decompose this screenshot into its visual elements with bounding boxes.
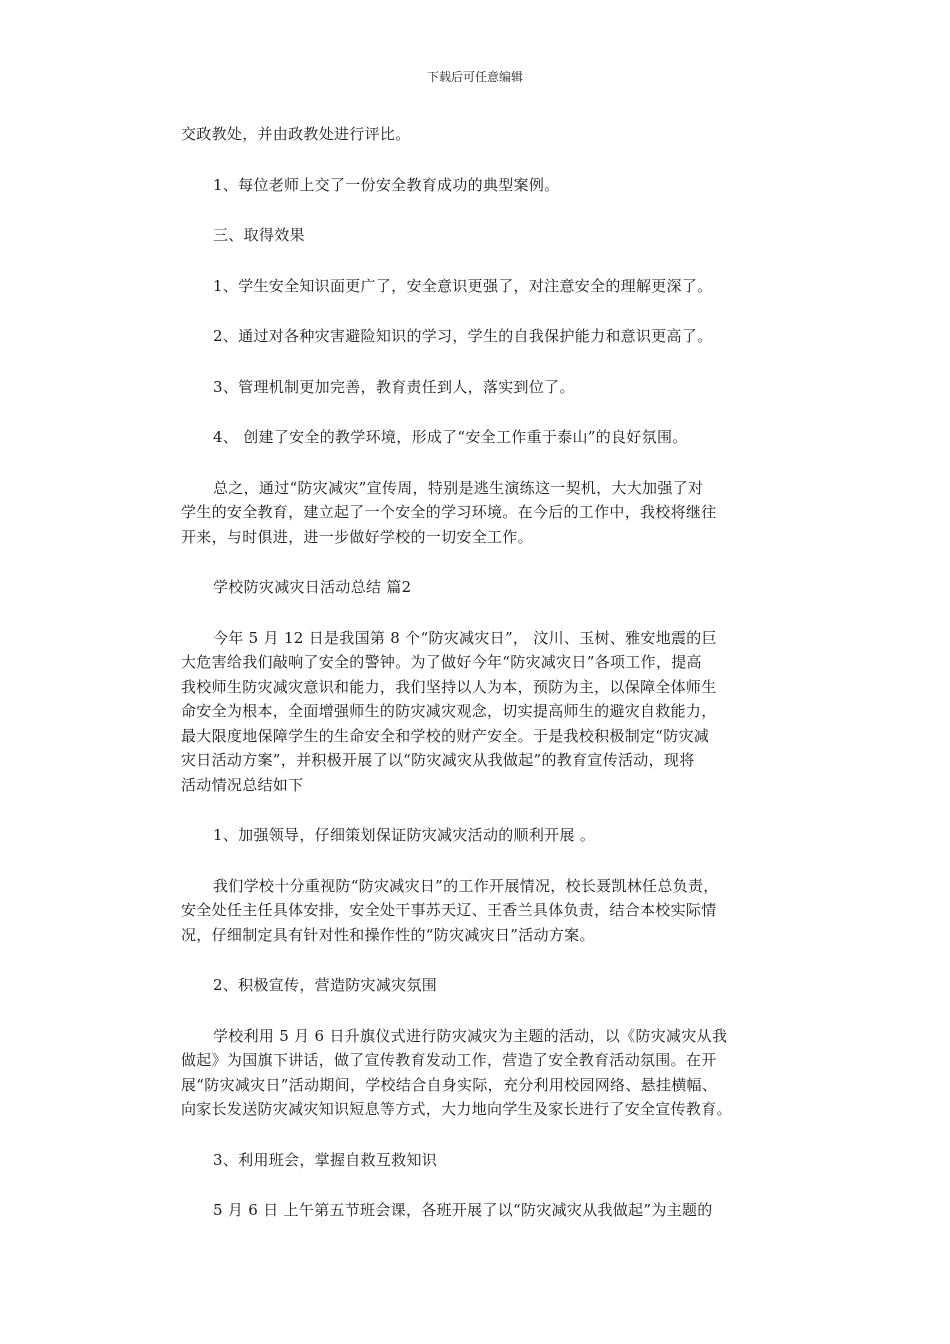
paragraph-2 <box>181 173 771 198</box>
text-line: 向家长发送防灾减灾知识短息等方式，大力地向学生及家长进行了安全宣传教育。 <box>181 1100 732 1118</box>
text-line: 最大限度地保障学生的生命安全和学校的财产安全。于是我校积极制定“防灾减 <box>181 726 710 745</box>
paragraph-1 <box>181 122 771 147</box>
paragraph-class-meeting <box>181 1198 771 1223</box>
text-line: 展“防灾减灾日”活动期间，学校结合自身实际，充分利用校园网络、悬挂横幅、 <box>181 1075 718 1094</box>
text-line: 学生的安全教育，建立起了一个安全的学习环境。在今后的工作中，我校将继往 <box>181 503 717 521</box>
text-line: 我校师生防灾减灾意识和能力，我们坚持以人为本，预防为主，以保障全体师生 <box>181 677 717 696</box>
document-body <box>181 122 771 1223</box>
paragraph-summary <box>181 476 771 550</box>
article-title-2 <box>181 575 771 600</box>
text-line: 4、 创建了安全的教学环境，形成了“安全工作重于泰山”的良好氛围。 <box>213 428 688 446</box>
text-line: 命安全为根本，全面增强师生的防灾减灾观念，切实提高师生的避灾自救能力， <box>181 702 717 720</box>
paragraph-result-1 <box>181 274 771 299</box>
text-line: 灾日活动方案”，并积极开展了以“防灾减灾从我做起”的教育宣传活动，现将 <box>181 751 695 769</box>
subheading-class-meeting <box>181 1148 771 1173</box>
text-line: 学校防灾减灾日活动总结 篇2 <box>213 578 412 596</box>
subheading-publicity <box>181 973 771 998</box>
text-line: 学校利用 5 月 6 日升旗仪式进行防灾减灾为主题的活动，以《防灾减灾从我 <box>213 1026 728 1045</box>
subheading-leadership <box>181 823 771 848</box>
paragraph-leadership <box>181 874 771 948</box>
text-line: 开来，与时俱进，进一步做好学校的一切安全工作。 <box>181 527 533 546</box>
text-line: 今年 5 月 12 日是我国第 8 个“防灾减灾日”， 汶川、玉树、雅安地震的巨 <box>213 628 717 647</box>
text-line: 大危害给我们敲响了安全的警钟。为了做好今年“防灾减灾日”各项工作，提高 <box>181 653 702 671</box>
text-line: 3、管理机制更加完善，教育责任到人，落实到位了。 <box>213 377 575 396</box>
paragraph-intro <box>181 626 771 798</box>
paragraph-result-3 <box>181 375 771 400</box>
text-line: 交政教处，并由政教处进行评比。 <box>181 125 411 143</box>
text-line: 况，仔细制定具有针对性和操作性的“防灾减灾日”活动方案。 <box>181 925 595 944</box>
section-heading-results <box>181 223 771 248</box>
text-line: 1、每位老师上交了一份安全教育成功的典型案例。 <box>213 175 560 194</box>
text-line: 总之，通过“防灾减灾”宣传周，特别是逃生演练这一契机，大大加强了对 <box>213 478 704 497</box>
text-line: 三、取得效果 <box>213 226 305 244</box>
text-line: 2、积极宣传，营造防灾减灾氛围 <box>213 976 438 994</box>
text-line: 3、利用班会，掌握自救互救知识 <box>213 1150 438 1169</box>
text-line: 活动情况总结如下 <box>181 775 304 794</box>
text-line: 1、学生安全知识面更广了，安全意识更强了，对注意安全的理解更深了。 <box>213 276 713 295</box>
text-line: 我们学校十分重视防“防灾减灾日”的工作开展情况，校长聂凯林任总负责， <box>213 876 719 895</box>
text-line: 做起》为国旗下讲话，做了宣传教育发动工作，营造了安全教育活动氛围。在开 <box>181 1051 717 1069</box>
text-line: 安全处任主任具体安排，安全处干事苏天辽、王香兰具体负责，结合本校实际情 <box>181 901 717 919</box>
paragraph-result-4 <box>181 425 771 450</box>
text-line: 1、加强领导，仔细策划保证防灾减灾活动的顺利开展 。 <box>213 826 596 844</box>
page-header: 下载后可任意编辑 <box>426 70 523 84</box>
paragraph-result-2 <box>181 324 771 349</box>
text-line: 5 月 6 日 上午第五节班会课，各班开展了以“防灾减灾从我做起”为主题的 <box>213 1201 713 1219</box>
paragraph-publicity <box>181 1024 771 1122</box>
text-line: 2、通过对各种灾害避险知识的学习，学生的自我保护能力和意识更高了。 <box>213 327 713 345</box>
